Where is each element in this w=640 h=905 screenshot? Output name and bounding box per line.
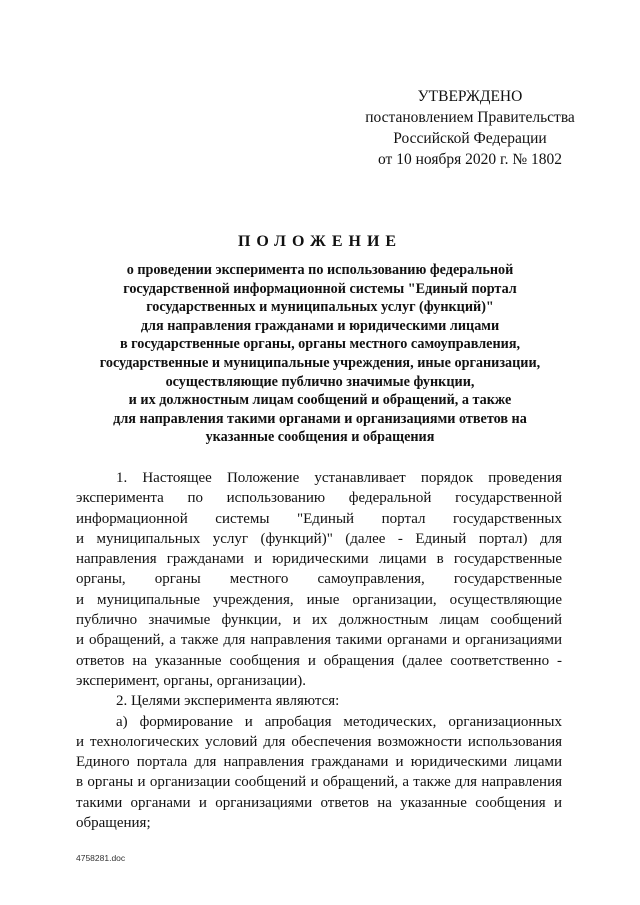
subtitle-line: и их должностным лицам сообщений и обращений, а также bbox=[128, 392, 512, 409]
body-line: ответов на указанные сообщения и обращения (далее соответственно - bbox=[76, 652, 562, 669]
subtitle-line: для направления такими органами и организациями ответов на bbox=[113, 410, 527, 427]
body-line: эксперимента по использованию федеральной государственной bbox=[76, 490, 562, 507]
subtitle-line: для направления гражданами и юридическими лицами bbox=[140, 317, 500, 334]
body-line: такими органами и организациями ответов на указанные сообщения и bbox=[76, 794, 562, 811]
body-line: и технологических условий для обеспечения возможности использования bbox=[76, 733, 562, 750]
approval-date-line: от 10 ноября 2020 г. № 1802 bbox=[378, 151, 562, 168]
approval-authority-line: Российской Федерации bbox=[393, 130, 547, 147]
body-line: и муниципальные учреждения, иные организации, осуществляющие bbox=[76, 591, 562, 608]
approval-heading: УТВЕРЖДЕНО bbox=[417, 88, 523, 105]
body-line: Единого портала для направления гражданами и юридическими лицами bbox=[76, 754, 562, 771]
subtitle-line: указанные сообщения и обращения bbox=[205, 429, 435, 446]
body-line: эксперимент, органы, организации). bbox=[76, 672, 307, 689]
body-line: в органы и организации сообщений и обращений, а также для направления bbox=[76, 774, 562, 791]
document-title: ПОЛОЖЕНИЕ bbox=[237, 233, 403, 250]
body-line: обращения; bbox=[76, 815, 151, 832]
approval-block bbox=[340, 86, 600, 170]
paragraph-1 bbox=[76, 468, 562, 691]
body-line: 2. Целями эксперимента являются: bbox=[116, 693, 340, 710]
subtitle-line: государственные и муниципальные учреждения, иные организации, bbox=[99, 354, 541, 371]
body-line: информационной системы "Единый портал государственных bbox=[76, 510, 562, 527]
file-name-footer: 4758281.doc bbox=[76, 853, 126, 863]
subtitle-line: о проведении эксперимента по использованию федеральной bbox=[126, 262, 514, 278]
document-subtitle bbox=[60, 261, 580, 447]
subtitle-line: в государственные органы, органы местного самоуправления, bbox=[119, 336, 521, 353]
approval-by-line: постановлением Правительства bbox=[365, 109, 575, 126]
subtitle-line: государственных и муниципальных услуг (функций)" bbox=[146, 299, 494, 316]
document-body bbox=[76, 468, 562, 833]
body-line: направления гражданами и юридическими лицами в государственные bbox=[76, 551, 562, 568]
body-line: 1. Настоящее Положение устанавливает порядок проведения bbox=[116, 470, 562, 486]
subtitle-line: государственной информационной системы "Единый портал bbox=[123, 280, 517, 297]
body-line: публично значимые функции, и их должностным лицам сообщений bbox=[76, 612, 562, 629]
body-line: и муниципальных услуг (функций)" (далее - Единый портал) для bbox=[76, 530, 562, 547]
body-line: органы, органы местного самоуправления, государственные bbox=[76, 571, 562, 588]
subtitle-line: осуществляющие публично значимые функции, bbox=[165, 373, 475, 390]
paragraph-2a bbox=[76, 712, 562, 834]
body-line: а) формирование и апробация методических, организационных bbox=[116, 713, 562, 730]
paragraph-2 bbox=[76, 691, 562, 711]
body-line: и обращений, а также для направления такими органами и организациями bbox=[76, 632, 562, 649]
